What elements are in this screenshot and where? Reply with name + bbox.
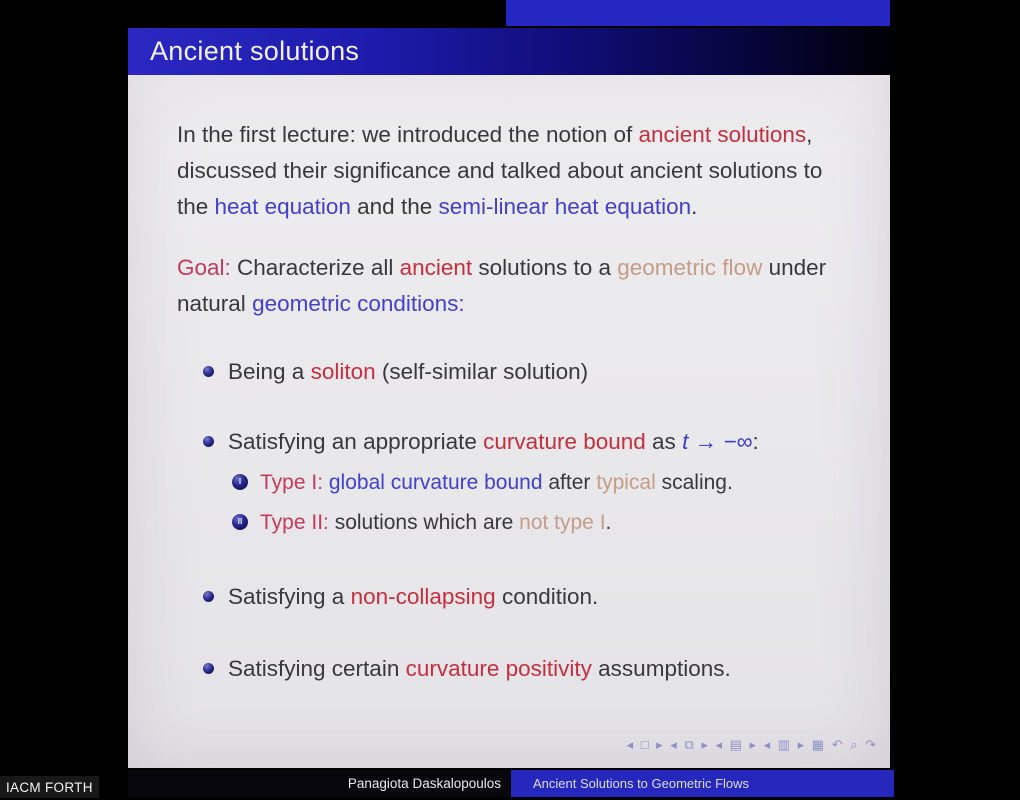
text-segment: the <box>177 194 215 219</box>
presentation-slide <box>128 28 890 768</box>
bullet-text <box>228 653 731 684</box>
text-segment: under <box>762 255 827 280</box>
text-segment: typical <box>596 471 656 494</box>
text-segment: ancient <box>399 255 473 280</box>
text-segment: Satisfying an appropriate <box>228 429 484 454</box>
footer-author: Panagiota Daskalopoulos <box>347 776 501 791</box>
intro-paragraph <box>177 117 877 225</box>
enumerate-badge-2-icon: II <box>232 514 248 530</box>
text-segment: t → −∞ <box>682 429 753 454</box>
text-segment: non-collapsing <box>350 584 496 609</box>
text-segment: after <box>542 471 597 494</box>
text-segment: natural <box>177 291 253 316</box>
intro-line-1 <box>177 117 877 153</box>
iacm-forth-label: IACM FORTH <box>6 779 93 795</box>
slide-body <box>128 75 890 768</box>
text-segment: curvature positivity <box>405 656 592 681</box>
text-segment: condition. <box>495 584 599 609</box>
bullet-dot-icon <box>203 591 214 602</box>
text-segment: geometric conditions: <box>252 291 465 316</box>
text-segment: (self-similar solution) <box>375 359 589 384</box>
text-segment: global curvature bound <box>328 471 543 494</box>
text-segment: In the first lecture: we introduced the notion of <box>177 122 639 147</box>
bullet-dot-icon <box>203 663 214 674</box>
goal-paragraph <box>177 250 877 322</box>
bullet-text <box>228 581 598 612</box>
text-segment: Satisfying certain <box>228 656 406 681</box>
footline <box>128 770 894 797</box>
frame-title: Ancient solutions <box>150 36 360 66</box>
text-segment: geometric flow <box>617 255 763 280</box>
text-segment: . <box>605 511 612 534</box>
bullet-dot-icon <box>203 436 214 447</box>
text-segment: ancient solutions <box>638 122 807 147</box>
text-segment: and the <box>350 194 439 219</box>
text-segment: not type I <box>519 511 606 534</box>
sub-bullet-text <box>260 508 611 537</box>
text-segment: Being a <box>228 359 311 384</box>
footer-title-box <box>511 770 894 797</box>
text-segment: , <box>806 122 813 147</box>
text-segment: Type I: <box>260 471 324 494</box>
sub-bullet-type-2 <box>232 508 611 537</box>
text-segment: as <box>645 429 683 454</box>
frame-title-bar <box>128 28 890 75</box>
footer-deck-title: Ancient Solutions to Geometric Flows <box>533 776 750 791</box>
sub-bullet-text <box>260 468 733 497</box>
bullet-dot-icon <box>203 366 214 377</box>
goal-line-1 <box>177 250 877 286</box>
text-segment: Type II: <box>260 511 329 534</box>
goal-line-2 <box>177 286 877 322</box>
intro-line-2 <box>177 153 877 189</box>
text-segment: soliton <box>310 359 376 384</box>
bullet-text <box>228 356 588 387</box>
text-segment: solutions to a <box>472 255 618 280</box>
text-segment: heat equation <box>214 194 351 219</box>
text-segment: semi-linear heat equation <box>438 194 692 219</box>
text-segment: Satisfying a <box>228 584 351 609</box>
sub-bullet-type-1 <box>232 468 733 497</box>
bullet-item-curvature-positivity <box>203 653 731 684</box>
text-segment: solutions which are <box>328 511 520 534</box>
bullet-item-soliton <box>203 356 588 387</box>
text-segment: discussed their significance and talked about ancient solutions to <box>177 158 823 183</box>
enumerate-badge-1-icon: I <box>232 474 248 490</box>
top-accent-bar <box>506 0 890 26</box>
bullet-item-non-collapsing <box>203 581 598 612</box>
text-segment: . <box>691 194 698 219</box>
beamer-navigation-icons: ◂ □ ▸ ◂ ⧉ ▸ ◂ ▤ ▸ ◂ ▥ ▸ ▦ ↶ ⌕ ↷ <box>626 737 878 752</box>
intro-line-3 <box>177 189 877 225</box>
bullet-text <box>228 426 759 457</box>
bullet-item-curvature-bound <box>203 426 759 457</box>
text-segment: scaling. <box>655 471 733 494</box>
footer-author-box <box>128 770 511 797</box>
text-segment: curvature bound <box>483 429 646 454</box>
text-segment: Characterize all <box>230 255 400 280</box>
text-segment: assumptions. <box>591 656 731 681</box>
text-segment: Goal: <box>177 255 231 280</box>
text-segment: : <box>752 429 759 454</box>
iacm-forth-badge <box>0 776 99 798</box>
